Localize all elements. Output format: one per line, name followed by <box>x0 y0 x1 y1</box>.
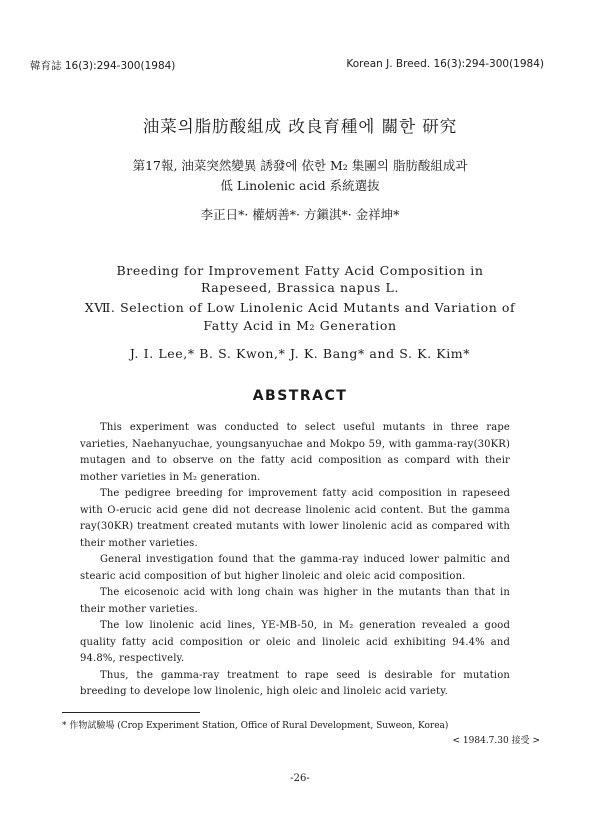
abstract-paragraph: The eicosenoic acid with long chain was higher in the mutants than that in their mother varieties. <box>80 587 510 615</box>
received-date: < 1984.7.30 接受 > <box>452 736 540 746</box>
title-english-line2: Rapeseed, Brassica napus L. <box>201 280 399 295</box>
journal-citation-korean: 韓育誌 16(3):294-300(1984) <box>30 60 176 72</box>
journal-citation-english: Korean J. Breed. 16(3):294-300(1984) <box>346 58 544 70</box>
subtitle-korean-line2: 低 Linolenic acid 系統選抜 <box>220 178 380 193</box>
footnote-divider <box>62 712 200 713</box>
title-english-line1: Breeding for Improvement Fatty Acid Composition in <box>116 263 484 278</box>
authors-english: J. I. Lee,* B. S. Kwon,* J. K. Bang* and S. K. Kim* <box>129 346 471 361</box>
subtitle-english-line2: Fatty Acid in M₂ Generation <box>203 318 397 333</box>
authors-korean: 李正日*· 權炳善*· 方鎭淇*· 金祥坤* <box>200 207 400 222</box>
abstract-paragraph: The pedigree breeding for improvement fatty acid composition in rapeseed with O-erucic acid gene did not decrease linolenic acid content. But the gamma ray(30KR) treatment created mutants with lower linolenic acid as compared with their mother varieties. <box>80 488 510 549</box>
affiliation-footnote: * 作物試驗場 (Crop Experiment Station, Office of Rural Development, Suweon, Korea) <box>62 721 449 731</box>
abstract-paragraph: Thus, the gamma-ray treatment to rape seed is desirable for mutation breeding to develope low linolenic, high oleic and linoleic acid variety. <box>80 669 510 697</box>
abstract-heading: ABSTRACT <box>252 388 348 404</box>
abstract-paragraph: The low linolenic acid lines, YE-MB-50, in M₂ generation revealed a good quality fatty acid composition or oleic and linoleic acid exhibiting 94.4% and 94.8%, respectively. <box>80 620 510 664</box>
abstract-paragraph: This experiment was conducted to select useful mutants in three rape varieties, Naehanyuchae, youngsanyuchae and Mokpo 59, with gamma-ray(30KR) mutagen and to observe on the fatty acid composition as compard with their mother varieties in M₂ generation. <box>80 422 510 483</box>
abstract-body <box>80 420 510 701</box>
subtitle-korean-line1: 第17報, 油菜突然變異 誘發에 依한 M₂ 集團의 脂肪酸組成과 <box>132 158 468 173</box>
page-number: -26- <box>290 773 310 784</box>
abstract-paragraph: General investigation found that the gamma-ray induced lower palmitic and stearic acid composition of but higher linoleic and oleic acid composition. <box>80 554 510 582</box>
title-korean: 油菜의脂肪酸組成 改良育種에 關한 研究 <box>142 117 458 136</box>
subtitle-english-line1: XⅦ. Selection of Low Linolenic Acid Mutants and Variation of <box>84 300 516 315</box>
